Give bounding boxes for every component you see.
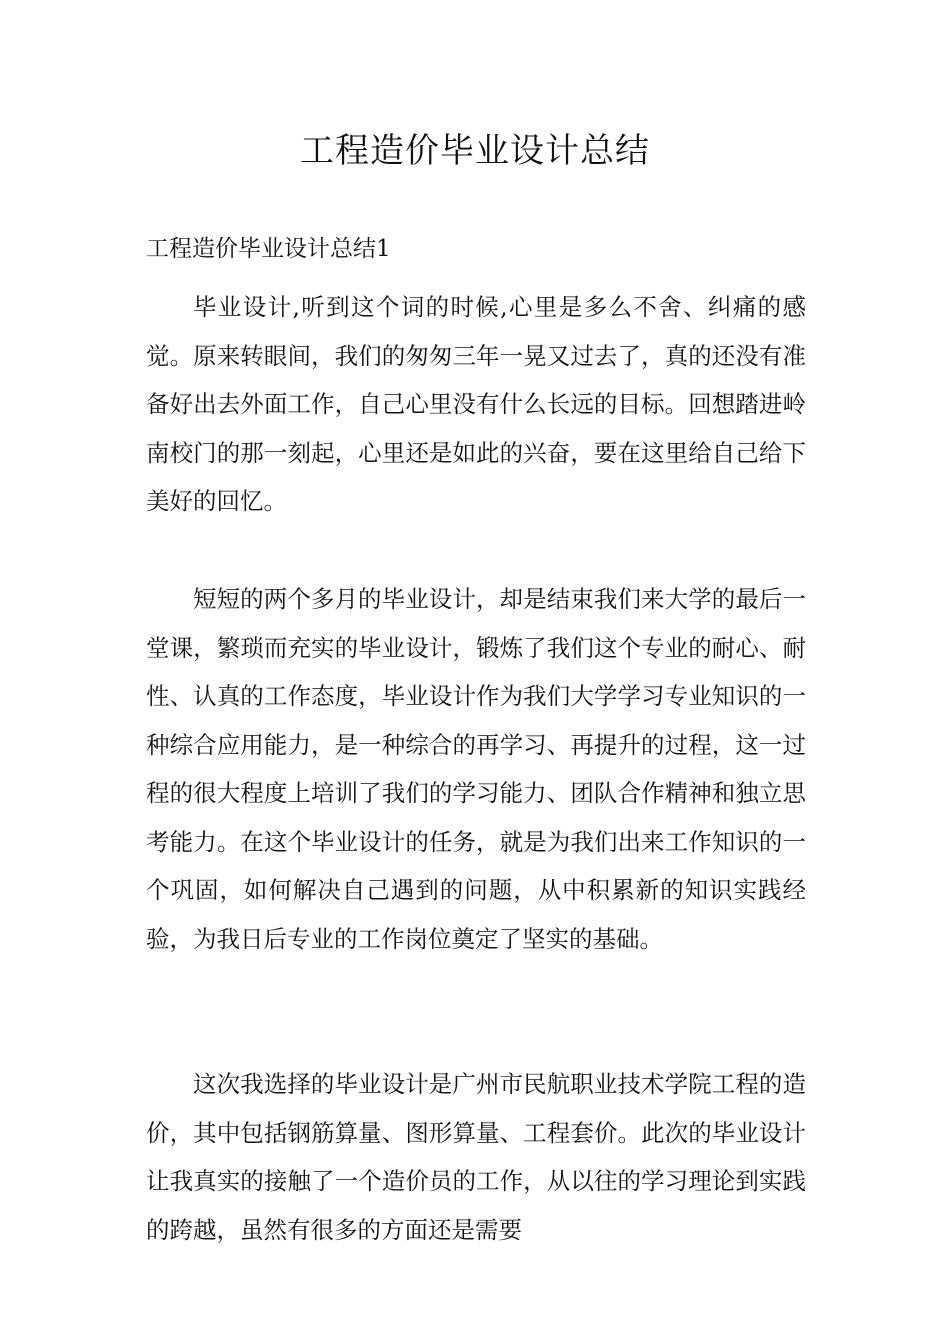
section-heading: 工程造价毕业设计总结1 (146, 236, 391, 262)
paragraph-2: 短短的两个多月的毕业设计，却是结束我们来大学的最后一堂课，繁琐而充实的毕业设计，锻炼了我们这个专业的耐心、耐性、认真的工作态度，毕业设计作为我们大学学习专业知识的一种综合应用能力，是一种综合的再学习、再提升的过程，这一过程的很大程度上培训了我们的学习能力、团队合作精神和独立思考能力。在这个毕业设计的任务，就是为我们出来工作知识的一个巩固，如何解决自己遇到的问题，从中积累新的知识实践经验，为我日后专业的工作岗位奠定了坚实的基础。 (146, 585, 806, 953)
paragraph-3: 这次我选择的毕业设计是广州市民航职业技术学院工程的造价，其中包括钢筋算量、图形算量、工程套价。此次的毕业设计让我真实的接触了一个造价员的工作，从以往的学习理论到实践的跨越，虽然有很多的方面还是需要 (146, 1070, 806, 1244)
paragraph-1: 毕业设计,听到这个词的时候,心里是多么不舍、纠痛的感觉。原来转眼间，我们的匆匆三年一晃又过去了，真的还没有准备好出去外面工作，自己心里没有什么长远的目标。回想踏进岭南校门的那一刻起，心里还是如此的兴奋，要在这里给自己给下美好的回忆。 (146, 293, 806, 515)
document-title: 工程造价毕业设计总结 (300, 131, 650, 171)
